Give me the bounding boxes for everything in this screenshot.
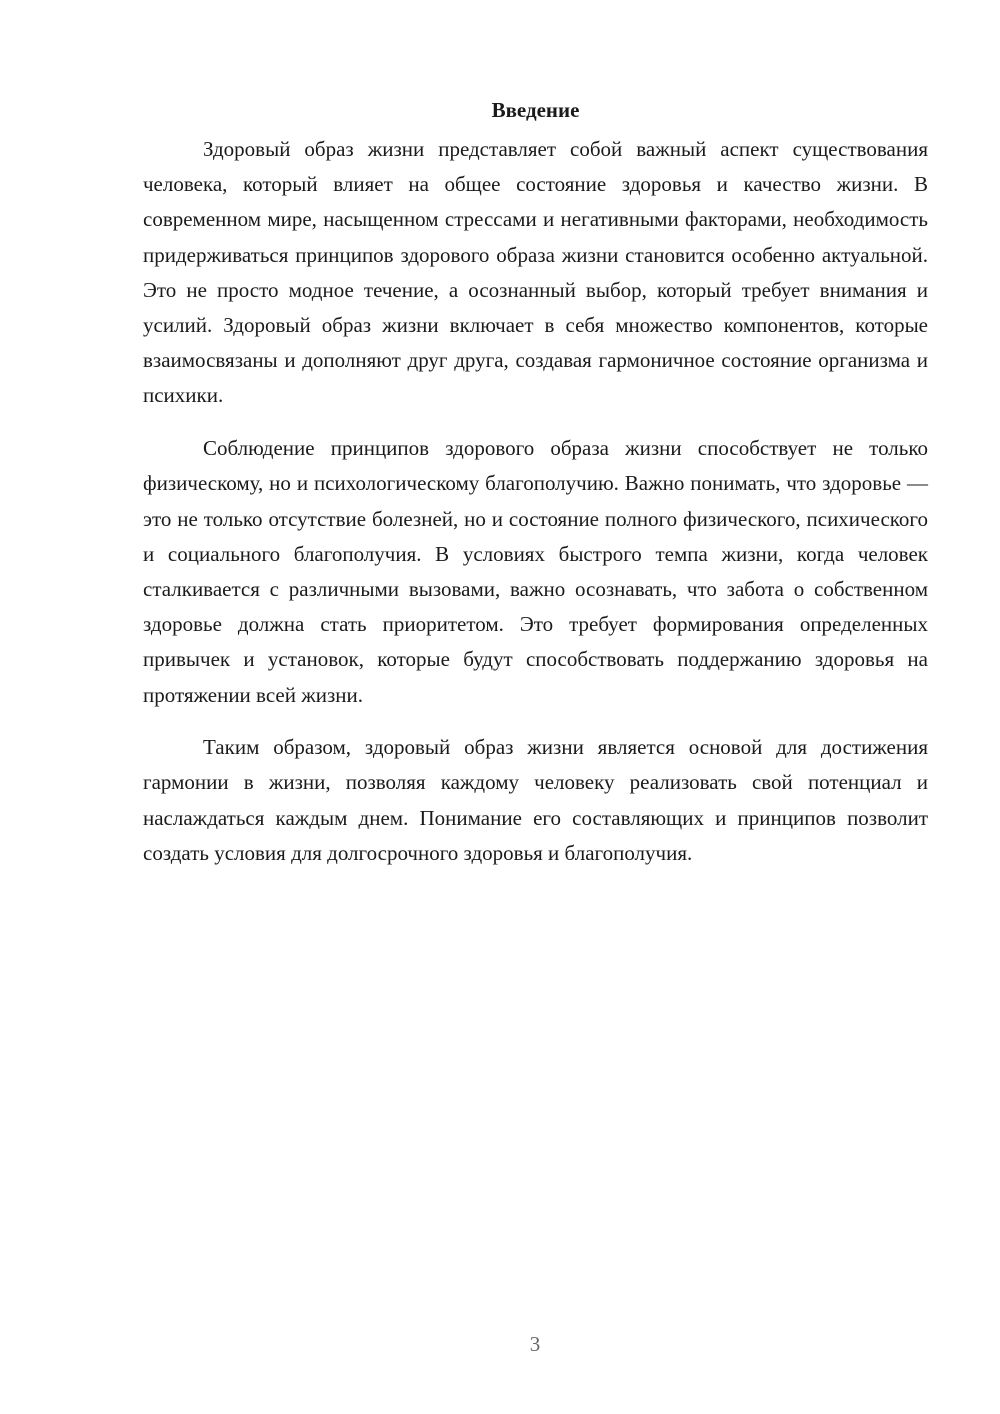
section-title: Введение: [491, 98, 580, 122]
document-page: [143, 92, 928, 889]
paragraph-3: Таким образом, здоровый образ жизни является основой для достижения гармонии в жизни, позволяя каждому человеку реализовать свой потенциал и наслаждаться каждым днем. Понимание его составляющих и принципов позволит создать условия для долгосрочного здоровья и благополучия.: [143, 735, 928, 865]
paragraph-2: Соблюдение принципов здорового образа жизни способствует не только физическому, но и психологическому благополучию. Важно понимать, что здоровье — это не только отсутствие болезней, но и состояние полного физического, психического и социального благополучия. В условиях быстрого темпа жизни, когда человек сталкивается с различными вызовами, важно осознавать, что забота о собственном здоровье должна стать приоритетом. Это требует формирования определенных привычек и установок, которые будут способствовать поддержанию здоровья на протяжении всей жизни.: [143, 436, 928, 707]
paragraph-1: Здоровый образ жизни представляет собой важный аспект существования человека, который влияет на общее состояние здоровья и качество жизни. В современном мире, насыщенном стрессами и негативными факторами, необходимость придерживаться принципов здорового образа жизни становится особенно актуальной. Это не просто модное течение, а осознанный выбор, который требует внимания и усилий. Здоровый образ жизни включает в себя множество компонентов, которые взаимосвязаны и дополняют друг друга, создавая гармоничное состояние организма и психики.: [143, 137, 928, 408]
page-number: 3: [529, 1332, 541, 1356]
